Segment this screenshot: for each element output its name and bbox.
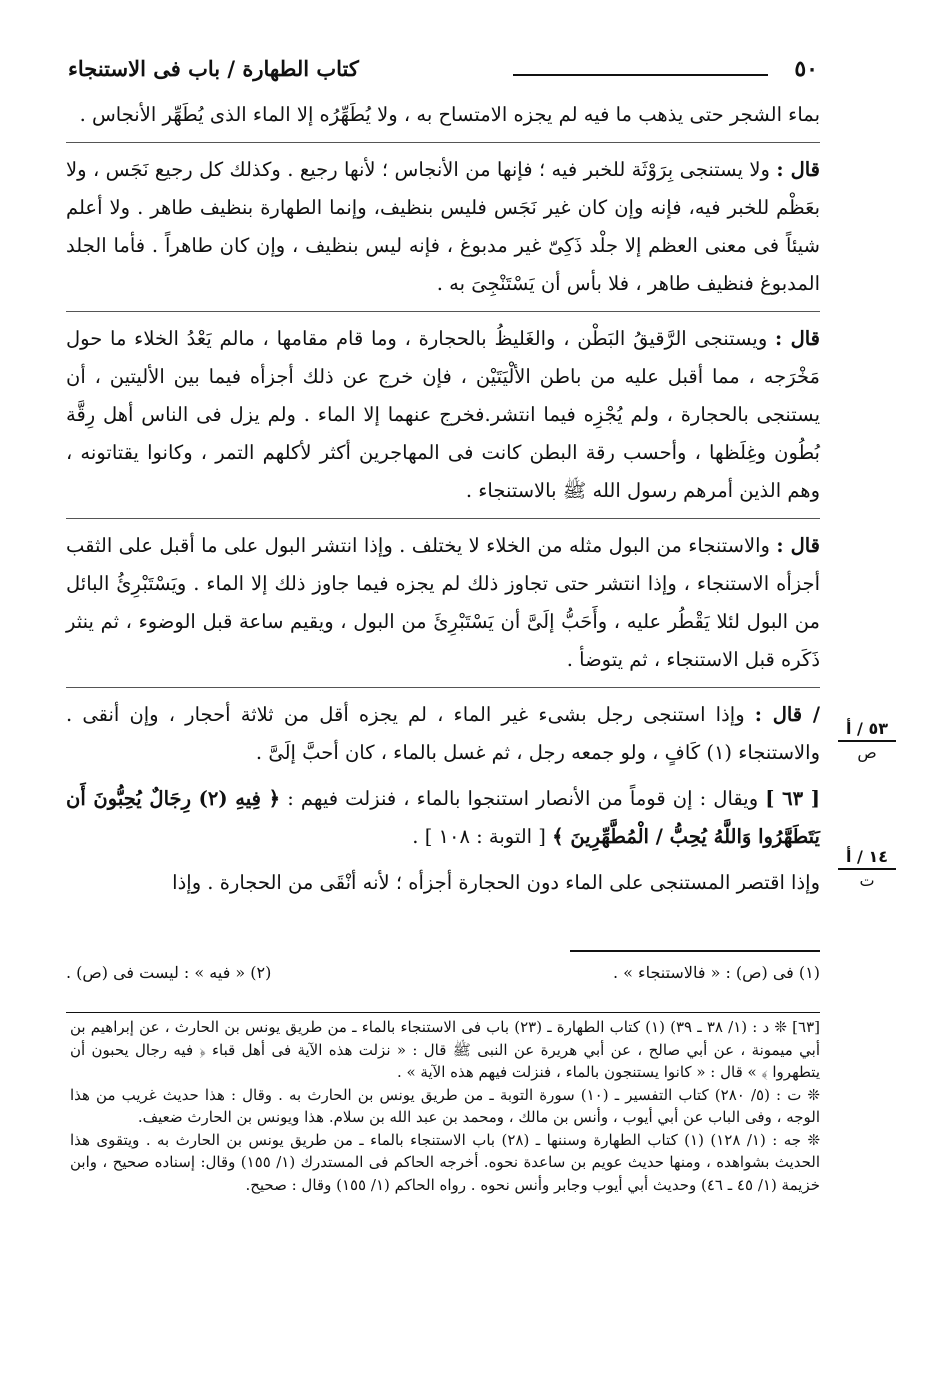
takhrij-rule [66,1012,820,1013]
paragraph-separator [66,518,820,519]
paragraph [66,151,820,303]
paragraph [66,780,820,856]
footnotes [66,950,820,986]
paragraph-text: وإذا استنجى رجل بشىء غير الماء ، لم يجزه أقل من ثلاثة أحجار ، وإن أنقى . والاستنجاء (١) كَافٍ ، ولو جمعه رجل ، ثم غسل بالماء ، كان أحبَّ إلَىَّ . [66,703,820,764]
paragraph-text: وإذا اقتصر المستنجى على الماء دون الحجارة أجزأه ؛ لأنه أنْقَى من الحجارة . وإذا [172,871,820,894]
paragraph-text: ولا يستنجى بِرَوْثَة للخبر فيه ؛ فإنها من الأنجاس ؛ لأنها رجيع . وكذلك كل رجيع نَجَس ، ولا بعَظْم للخبر فيه، فإنه وإن كان غير نَجَس فليس بنظيف، وإنما الطهارة بنظيف طاهر . ولا أعلم شيئاً فى معنى العظم إلا جلْد ذَكِىّ غير مدبوغ ، فإنه ليس بنظيف ، وإن كان طاهراً . فأما الجلد المدبوغ فنظيف طاهر ، فلا بأس أن يَسْتَنْجِىَ به . [66,158,820,295]
paragraph-text: ويقال : إن قوماً من الأنصار استنجوا بالماء ، فنزلت فيهم : [287,787,759,810]
main-text [66,96,820,910]
paragraph [66,864,820,902]
paragraph-separator [66,142,820,143]
paragraph-text: والاستنجاء من البول مثله من الخلاء لا يختلف . وإذا انتشر البول على ما أقبل على الثقب أجزأه الاستنجاء ، وإذا انتشر حتى تجاوز ذلك لم يجزه فيما جاوز ذلك إلا الماء . ويَسْتَبْرِئُ البائل من البول لئلا يَقْطُر عليه ، وأَحَبُّ إلَىَّ أن يَسْتَبْرِئَ من البول ، ويقيم ساعة قبل الوضوء ، ثم ينثر ذَكَره قبل الاستنجاء ، ثم يتوضأ . [66,534,820,671]
takhrij-entry: [٦٣] ❊ د : (١/ ٣٨ ـ ٣٩) (١) كتاب الطهارة ـ (٢٣) باب فى الاستنجاء بالماء ـ من طريق يونس بن الحارث ، عن إبراهيم بن أبي ميمونة ، عن أبي صالح ، عن أبي هريرة عن النبى ﷺ قال : « نزلت هذه الآية فى أهل قباء ﴿ فيه رجال يحبون أن يتطهروا ﴾ » قال : « كانوا يستنجون بالماء ، فنزلت فيهم هذه الآية » . [70,1018,820,1081]
qal-label: قال : [775,327,820,350]
paragraph-text: بماء الشجر حتى يذهب ما فيه لم يجزه الامتساح به ، ولا يُطَهِّرُه إلا الماء الذى يُطَهِّر الأنجاس . [79,103,820,126]
paragraph [66,96,820,134]
page-header [68,52,818,92]
manuscript-siglum: ت [859,871,875,890]
takhrij-entry: ❊ ت : (٥/ ٢٨٠) كتاب التفسير ـ (١٠) سورة التوبة ـ من طريق يونس بن الحارث به . وقال : هذا حديث غريب من هذا الوجه ، وفى الباب عن أبي أيوب ، وأنس بن مالك ، ومحمد بن عبد الله بن سلام. هذا ويونس بن الحارث ضعيف. [70,1085,820,1126]
paragraph-separator [66,311,820,312]
manuscript-siglum: ص [857,743,877,762]
hadith-takhrij [70,1016,820,1196]
hadith-number: [ ٦٣ ] [765,787,821,810]
qal-label: قال : [776,534,821,557]
qal-label: / قال : [754,703,820,726]
running-title: كتاب الطهارة / باب فى الاستنجاء [68,56,359,81]
paragraph [66,527,820,679]
paragraph-separator [66,687,820,688]
quran-verse: ﴿ فِيهِ (٢) رِجَالٌ يُحِبُّونَ أَن يَتَطَهَّرُوا وَاللَّهُ يُحِبُّ / الْمُطَّهِّرِينَ ﴾ [66,787,820,848]
page-number: ٥٠ [794,56,818,82]
paragraph [66,320,820,510]
manuscript-folio-marker [838,848,896,890]
paragraph [66,696,820,772]
footnote-row [66,960,820,986]
footnote-rule [570,950,820,952]
footnote-item: (١) فى (ص) : « فالاستنجاء » . [613,963,820,982]
folio-number: ٥٣ / أ [838,720,896,742]
verse-source: [ التوبة : ١٠٨ ] . [412,825,546,848]
paragraph-text: ويستنجى الرَّقيقُ البَطْن ، والغَليظُ بالحجارة ، وما قام مقامها ، مالم يَعْدُ الخلاء ما حول مَخْرَجه ، مما أقبل عليه من باطن الألْيَتَيْن ، فإن خرج عن ذلك أجزأه فيما بين الأليتين ، أن يستنجى بالحجارة ، ولم يُجْزِه فيما انتشر.فخرج عنهما إلا الماء . ولم يزل فى الناس أهل رِقَّة بُطُون وغِلَظها ، وأحسب رقة البطن كانت فى المهاجرين أكثر لأكلهم التمر ، وكانوا يقتاتونه ، وهم الذين أمرهم رسول الله ﷺ بالاستنجاء . [66,327,820,502]
folio-number: ١٤ / أ [838,848,896,870]
takhrij-entry: ❊ جه : (١/ ١٢٨) (١) كتاب الطهارة وسننها ـ (٢٨) باب الاستنجاء بالماء ـ من طريق يونس بن الحارث به . ويتقوى هذا الحديث بشواهده ، ومنها حديث عويم بن ساعدة نحوه. أخرجه الحاكم فى المستدرك (١/ ١٥٥) وقال: إسناده صحيح ، وابن خزيمة (١/ ٤٥ ـ ٤٦) وحديث أبي أيوب وجابر وأنس نحوه . رواه الحاكم (١/ ١٥٥) وقال : صحيح. [70,1130,821,1194]
header-rule [513,74,768,76]
qal-label: قال : [776,158,821,181]
footnote-item: (٢) « فيه » : ليست فى (ص) . [66,963,272,982]
manuscript-folio-marker [838,720,896,762]
